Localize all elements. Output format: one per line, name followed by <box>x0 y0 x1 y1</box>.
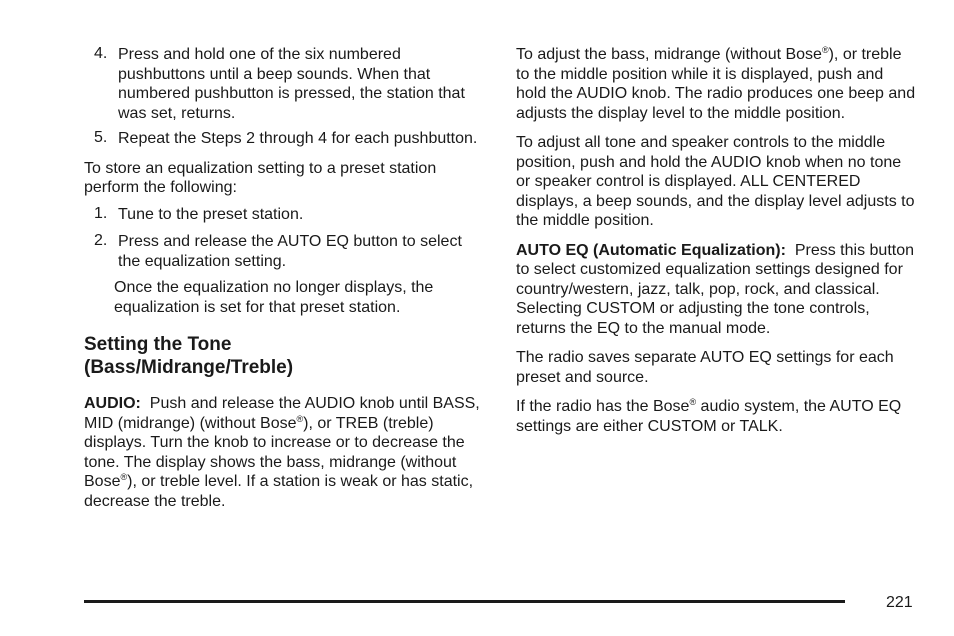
saves-settings-paragraph: The radio saves separate AUTO EQ settings for each preset and source. <box>516 349 894 386</box>
step-number: 2. <box>94 232 108 249</box>
step-number: 1. <box>94 204 108 222</box>
step-text: Tune to the preset station. <box>118 205 304 223</box>
audio-lead: AUDIO: <box>84 395 141 412</box>
step-4 <box>84 45 484 123</box>
step-text: Repeat the Steps 2 through 4 for each pushbutton. <box>118 130 478 147</box>
p1-text-a: To adjust the bass, midrange (without Bose <box>516 46 822 63</box>
footer-rule <box>84 600 845 603</box>
step-5 <box>84 129 484 149</box>
auto-eq-text: Press this button to select customized equalization settings designed for country/western, jazz, talk, pop, rock, and classical. Selecting CUSTOM or adjusting the tone controls, returns the EQ to the manual mode. <box>516 241 914 337</box>
step-text: Press and release the AUTO EQ button to select the equalization setting. <box>118 233 462 270</box>
auto-eq-lead: AUTO EQ (Automatic Equalization): <box>516 241 786 259</box>
p5-text-b: audio system, the AUTO EQ settings are either CUSTOM or TALK. <box>516 398 902 435</box>
step-text: Press and hold one of the six numbered pushbuttons until a beep sounds. When that numbered pushbutton is pressed, the station that was set, returns. <box>118 46 465 122</box>
bose-paragraph <box>516 397 916 436</box>
step-number: 5. <box>94 129 108 146</box>
intro-paragraph: To store an equalization setting to a preset station perform the following: <box>84 159 437 196</box>
registered-mark: ® <box>296 413 304 424</box>
left-column <box>84 45 484 511</box>
bass-adjust-paragraph <box>516 45 916 123</box>
step-2 <box>84 232 484 271</box>
heading-line-2: (Bass/Midrange/Treble) <box>84 357 294 378</box>
p1-text-b: ), or treble to the middle position while it is displayed, push and hold the AUDIO knob. The radio produces one beep and adjusts the display level to the middle position. <box>516 46 916 122</box>
registered-mark: ® <box>689 397 697 407</box>
step-1 <box>84 205 484 225</box>
audio-text-2: ), or TREB (treble) displays. Turn the knob to increase or to decrease the tone. The display shows the bass, midrange (without Bose <box>84 414 465 490</box>
registered-mark: ® <box>821 45 829 55</box>
section-heading <box>84 333 484 379</box>
audio-text-1: Push and release the AUDIO knob until BASS, MID (midrange) (without Bose <box>84 395 480 432</box>
step-number: 4. <box>94 45 108 62</box>
p5-text-a: If the radio has the Bose <box>516 398 690 415</box>
note-paragraph: Once the equalization no longer displays, the equalization is set for that preset station. <box>114 279 434 316</box>
right-column <box>516 45 916 446</box>
page-number: 221 <box>886 594 913 611</box>
audio-text-3: ), or treble level. If a station is weak or has static, decrease the treble. <box>84 473 474 510</box>
audio-paragraph <box>84 394 484 511</box>
center-controls-paragraph: To adjust all tone and speaker controls to the middle position, push and hold the AUDIO knob when no tone or speaker control is displayed. ALL CENTERED displays, a beep sounds, and the display level adjusts to the middle position. <box>516 134 915 229</box>
registered-mark: ® <box>120 472 128 482</box>
auto-eq-paragraph <box>516 241 916 339</box>
heading-line-1: Setting the Tone <box>84 334 232 355</box>
